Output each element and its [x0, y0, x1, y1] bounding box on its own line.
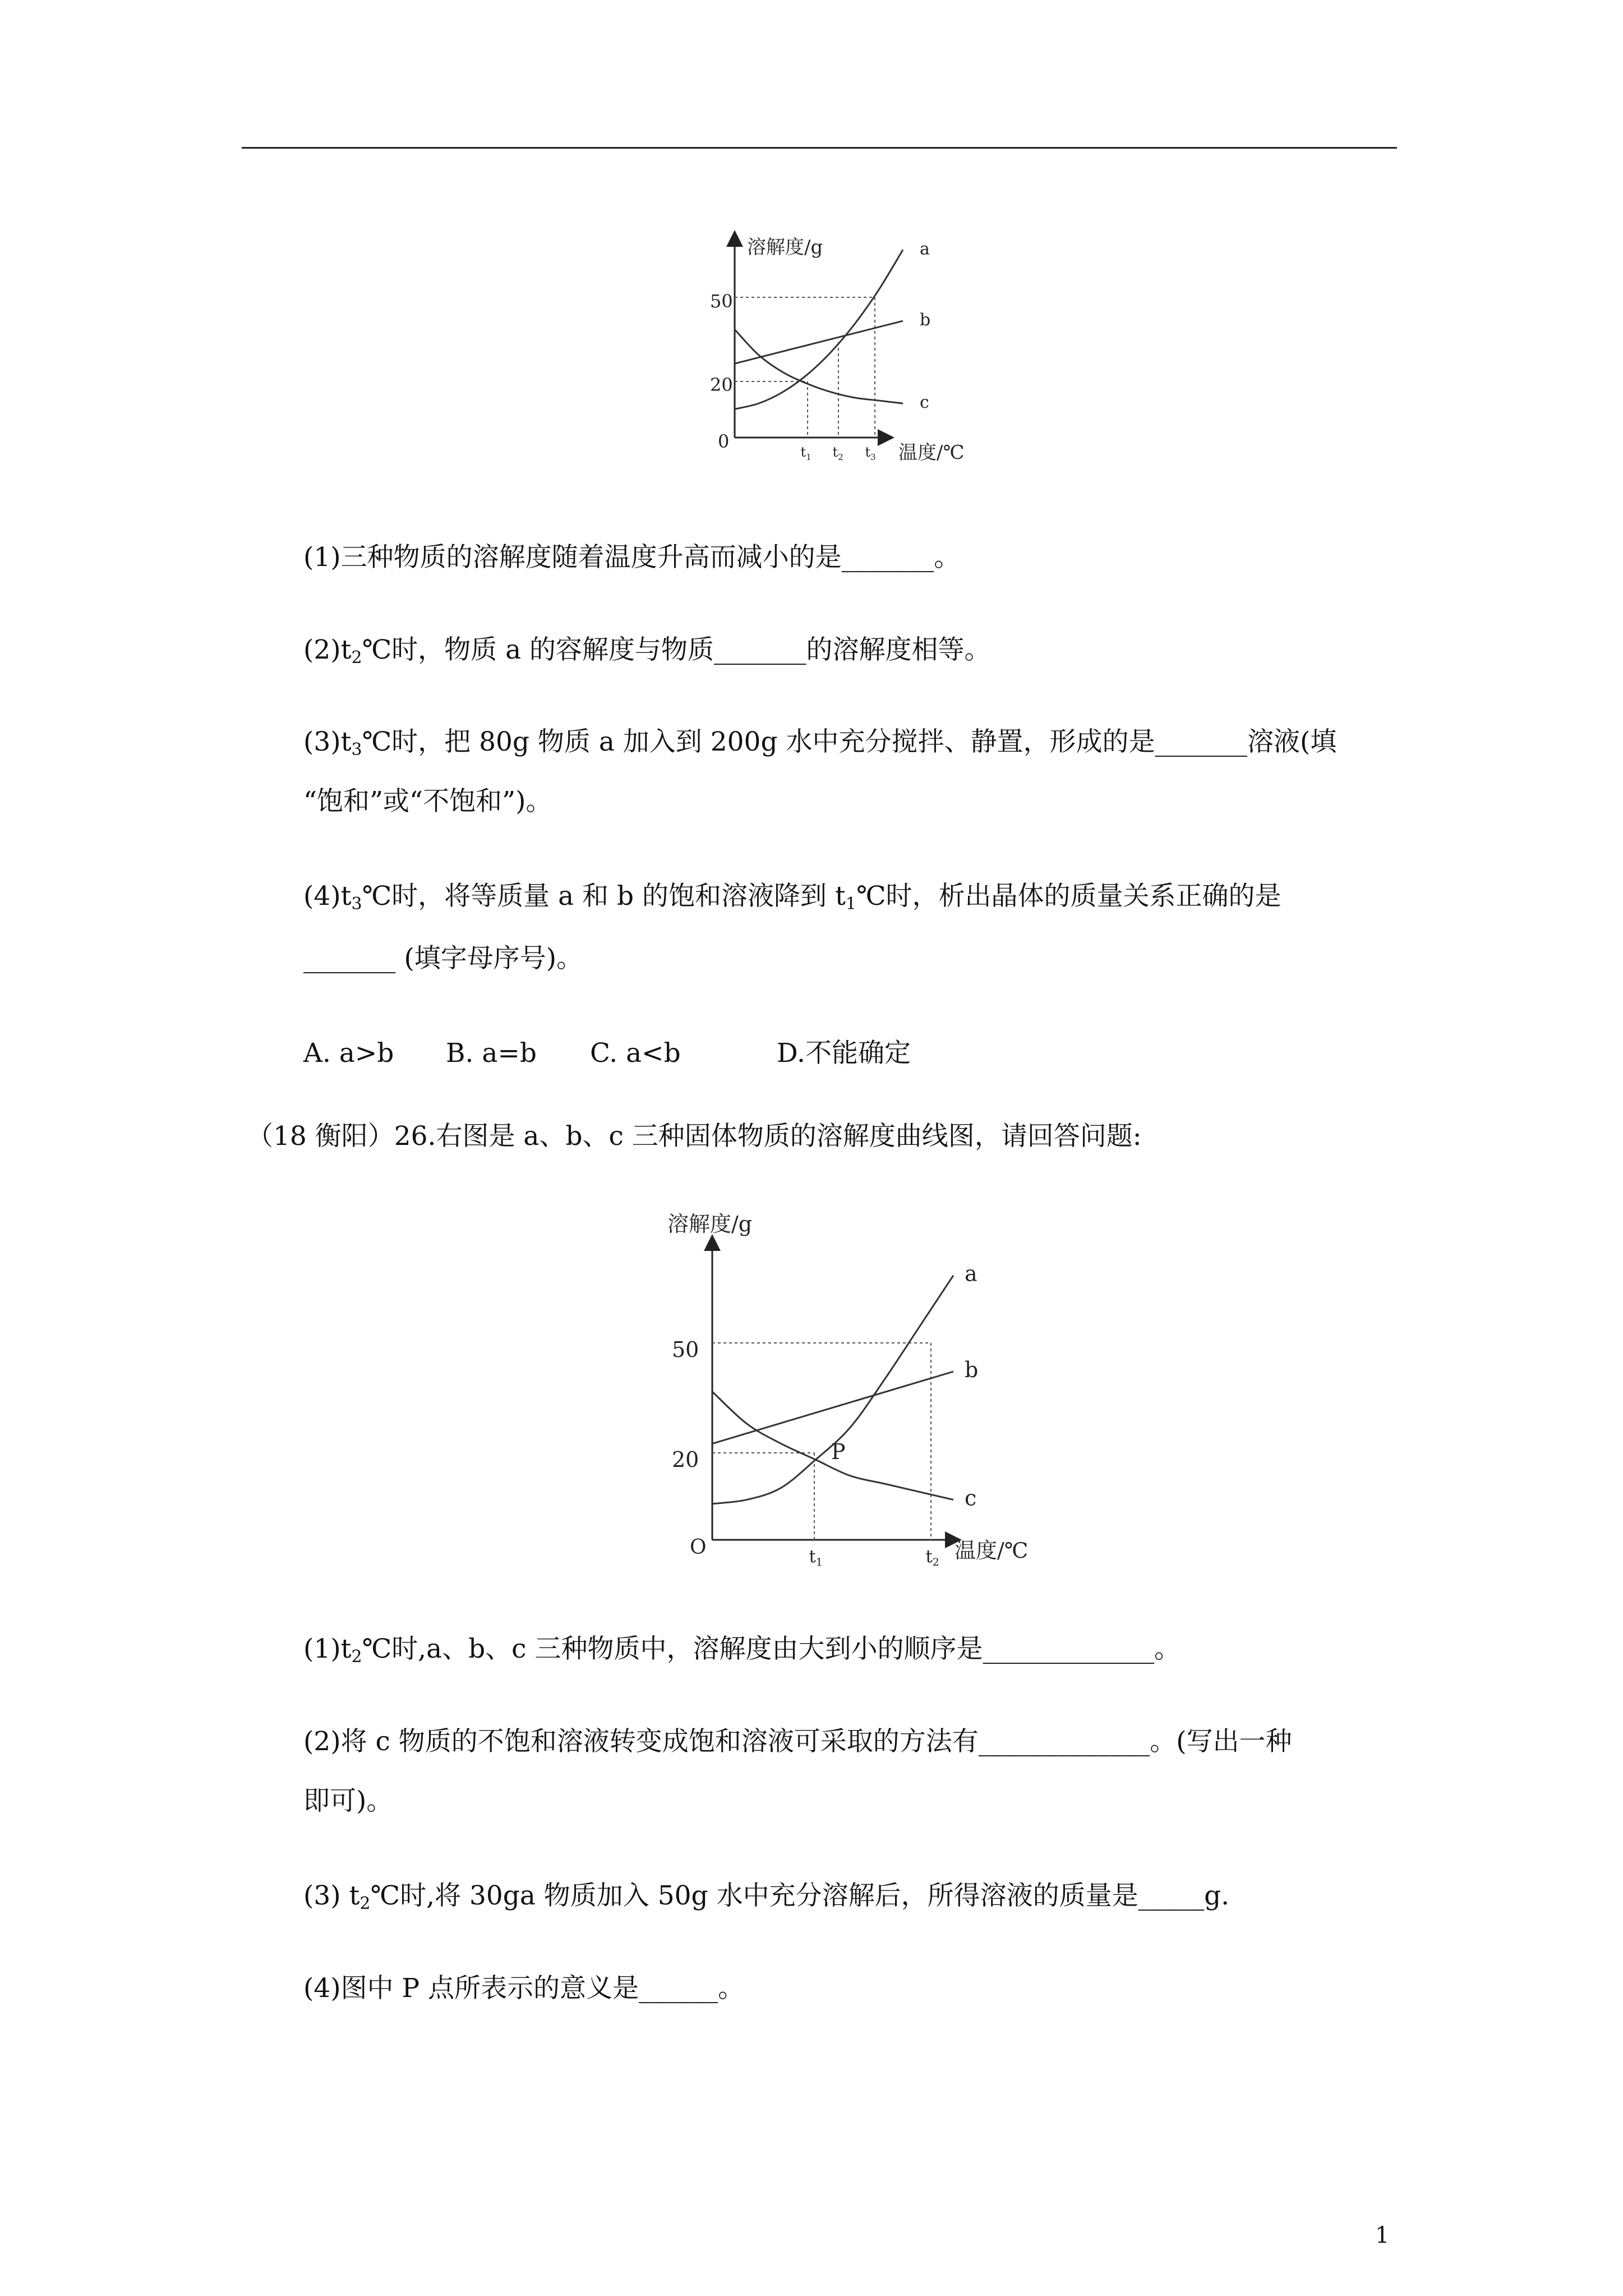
- curve-a: [712, 1276, 953, 1504]
- question-1-4: $(4)t_3℃$时，将等质量 a 和 b 的饱和溶液降到 $t_1℃$时，析出晶体的质量关系正确的是: [303, 881, 1281, 914]
- question-1-3: $(3)t_3℃$时，把 80g 物质 a 加入到 200g 水中充分搅拌、静置，形成的是_______溶液(填: [303, 726, 1337, 760]
- origin-label: 0: [718, 431, 730, 452]
- x-tick-label: t2: [925, 1547, 939, 1568]
- option-a: A. a>b: [303, 1038, 394, 1069]
- point-p-label: P: [831, 1439, 846, 1464]
- question-26-1: $(1)t_2℃$时,a、b、c 三种物质中，溶解度由大到小的顺序是_____________。: [303, 1634, 1181, 1667]
- y-tick-label: 50: [672, 1337, 699, 1362]
- x-axis-label: 温度/℃: [955, 1538, 1029, 1563]
- curve-c: [735, 329, 903, 403]
- question-26-4: (4)图中 P 点所表示的意义是______。: [303, 1973, 745, 2004]
- x-tick-label: $t_3$: [865, 444, 876, 462]
- question-1-3-line2: “饱和”或“不饱和”)。: [303, 786, 552, 817]
- series-label-c: c: [965, 1485, 977, 1511]
- y-tick-label: 20: [672, 1447, 699, 1472]
- y-tick-label: 20: [710, 374, 733, 395]
- series-label-b: b: [920, 310, 931, 330]
- question-1-1: (1)三种物质的溶解度随着温度升高而减小的是_______。: [303, 542, 961, 573]
- solubility-chart-2: [623, 1214, 1049, 1585]
- question-26-3: (3) $t_2℃$时,将 30ga 物质加入 50g 水中充分溶解后，所得溶液的质量是_____g.: [303, 1880, 1230, 1913]
- origin-label: O: [690, 1536, 707, 1559]
- option-d: D.不能确定: [777, 1038, 911, 1069]
- series-label-b: b: [965, 1358, 979, 1382]
- series-label-a: a: [920, 239, 930, 259]
- question-26-2: (2)将 c 物质的不饱和溶液转变成饱和溶液可采取的方法有_____________。(写出一种: [303, 1726, 1292, 1757]
- page-number: 1: [1375, 2223, 1390, 2248]
- y-axis-label: 溶解度/g: [747, 236, 823, 259]
- curve-a: [735, 250, 903, 409]
- x-axis-label: 温度/℃: [898, 441, 965, 464]
- x-tick-label: t1: [809, 1547, 823, 1568]
- question-26-2-line2: 即可)。: [303, 1786, 393, 1816]
- series-label-a: a: [965, 1261, 978, 1286]
- y-axis-label: 溶解度/g: [667, 1212, 753, 1236]
- problem-26-header: （18 衡阳）26.右图是 a、b、c 三种固体物质的溶解度曲线图，请回答问题:: [247, 1121, 1142, 1152]
- x-tick-label: $t_1$: [800, 444, 811, 462]
- question-1-4-line2: _______ (填字母序号)。: [303, 943, 583, 974]
- series-label-c: c: [920, 393, 929, 413]
- header-rule: [242, 147, 1397, 149]
- solubility-chart-1: [707, 224, 970, 471]
- y-tick-label: 50: [710, 291, 733, 312]
- option-b: B. a=b: [446, 1038, 537, 1069]
- question-1-2: $(2)t_2℃$时，物质 a 的容解度与物质_______的溶解度相等。: [303, 634, 991, 668]
- option-c: C. a<b: [590, 1038, 681, 1069]
- curve-b: [712, 1372, 953, 1444]
- x-tick-label: $t_2$: [832, 444, 843, 462]
